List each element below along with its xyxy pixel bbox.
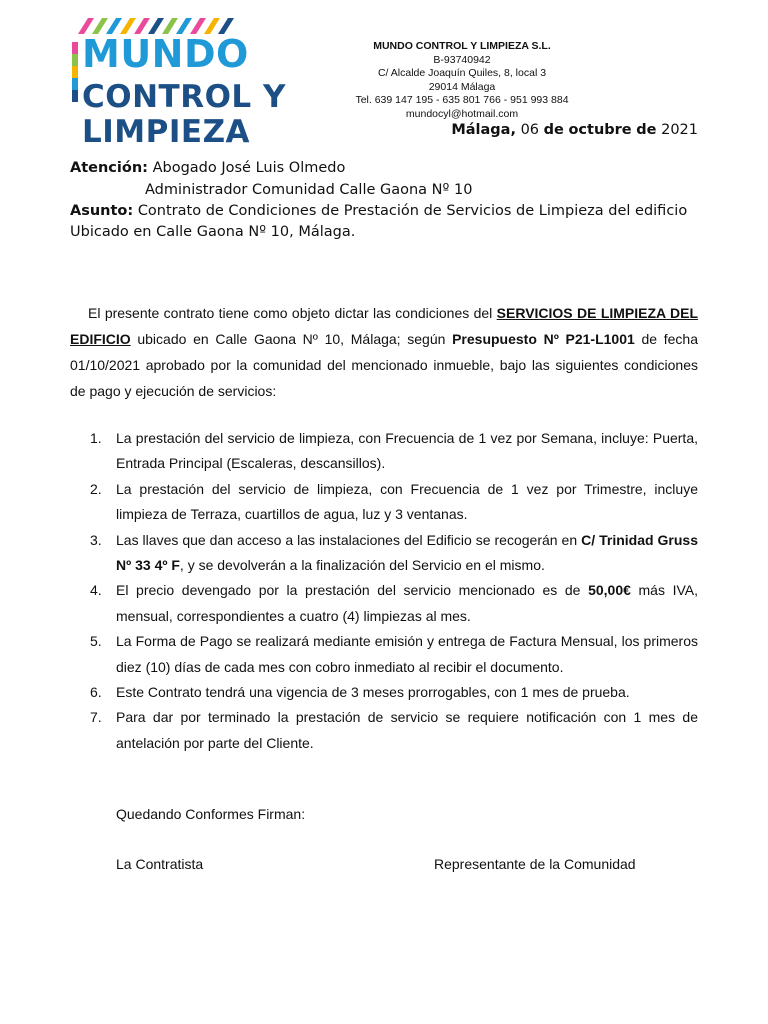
subject-line-2: Ubicado en Calle Gaona Nº 10, Málaga. (70, 224, 356, 240)
clause-text-post: más IVA, mensual, correspondientes a cuatro (4) limpiezas al mes. (116, 582, 698, 624)
clause-number: 2. (90, 480, 102, 497)
intro-text-2: ubicado en Calle Gaona Nº 10, Málaga; según (130, 331, 453, 347)
clause-text-post: , y se devolverán a la finalización del Servicio en el mismo. (179, 557, 545, 574)
clause-text: Para dar por terminado la prestación de servicio se requiere notificación con 1 mes de antelación por parte del Cliente. (116, 709, 698, 751)
attention-role: Administrador Comunidad Calle Gaona Nº 10 (145, 182, 473, 198)
letter-date (420, 122, 698, 138)
clause-item (70, 528, 698, 579)
logo-word-mundo: MUNDO (82, 32, 249, 76)
subject-label: Asunto: (70, 203, 134, 219)
clause-number: 1. (90, 430, 102, 446)
clauses-list (70, 426, 698, 756)
clause-item (70, 477, 698, 528)
signature-community-label: Representante de la Comunidad (434, 856, 636, 872)
clause-number: 7. (90, 709, 102, 726)
intro-paragraph (70, 300, 698, 404)
logo-word-control: CONTROL Y (82, 79, 286, 115)
clause-number: 6. (90, 684, 102, 701)
clause-text-pre: El precio devengado por la prestación del servicio mencionado es de (116, 582, 589, 599)
clause-text: Este Contrato tendrá una vigencia de 3 meses prorrogables, con 1 mes de prueba. (116, 684, 630, 701)
logo-word-limpieza: LIMPIEZA (82, 114, 251, 150)
date-year: 2021 (661, 122, 698, 138)
company-address: C/ Alcalde Joaquín Quiles, 8, local 3 (377, 67, 547, 79)
intro-service-name: SERVICIOS DE LIMPIEZA DEL EDIFICIO (70, 305, 698, 347)
attention-name: Abogado José Luis Olmedo (152, 160, 346, 176)
signature-contractor-label: La Contratista (116, 856, 204, 872)
date-de-2: de (636, 122, 657, 138)
clause-item (70, 705, 698, 756)
clause-number: 5. (90, 633, 102, 650)
clause-text: La prestación del servicio de limpieza, con Frecuencia de 1 vez por Semana, incluye: Puerta, Entrada Principal (Escaleras, descansillos). (116, 430, 698, 472)
clause-text: La prestación del servicio de limpieza, con Frecuencia de 1 vez por Trimestre, incluye limpieza de Terraza, cuartillos de agua, luz y 3 ventanas. (116, 480, 698, 523)
attention-label: Atención: (70, 160, 148, 176)
company-email: mundocyl@hotmail.com (405, 107, 519, 120)
logo-side-bar-graphic (72, 42, 78, 102)
intro-budget-ref: Presupuesto Nº P21-L1001 (452, 331, 635, 347)
clause-text: La Forma de Pago se realizará mediante emisión y entrega de Factura Mensual, los primeros diez (10) días de cada mes con cobro inmediato al recibir el documento. (116, 633, 698, 675)
company-postal: 29014 Málaga (428, 80, 496, 93)
intro-text-1: El presente contrato tiene como objeto dictar las condiciones del (88, 305, 497, 321)
price-amount: 50,00€ (588, 582, 631, 599)
subject-line-1 (70, 203, 687, 219)
subject-text-1: Contrato de Condiciones de Prestación de Servicios de Limpieza del edificio (137, 203, 688, 219)
clause-item (70, 426, 698, 477)
signature-intro: Quedando Conformes Firman: (116, 806, 306, 822)
date-month: octubre (568, 122, 632, 138)
attention-line (70, 160, 345, 176)
clause-item (70, 578, 698, 629)
company-name: MUNDO CONTROL Y LIMPIEZA S.L. (373, 40, 551, 52)
clause-text-pre: Las llaves que dan acceso a las instalaciones del Edificio se recogerán en (116, 531, 582, 548)
company-logo (68, 18, 286, 150)
company-phones: Tel. 639 147 195 - 635 801 766 - 951 993 884 (355, 94, 569, 106)
company-info (326, 40, 598, 121)
date-de-1: de (543, 122, 564, 138)
date-city: Málaga, (451, 122, 516, 138)
clause-item (70, 629, 698, 680)
company-cif: B-93740942 (433, 53, 491, 66)
keys-address: C/ Trinidad Gruss Nº 33 4º F (116, 531, 698, 574)
date-day: 06 (520, 122, 540, 138)
intro-text-3: de fecha 01/10/2021 aprobado por la comunidad del mencionado inmueble, bajo las siguientes condiciones de pago y ejecución de servicios: (70, 331, 698, 399)
clause-number: 4. (90, 582, 102, 599)
clause-number: 3. (90, 531, 102, 548)
clause-item (70, 680, 698, 705)
